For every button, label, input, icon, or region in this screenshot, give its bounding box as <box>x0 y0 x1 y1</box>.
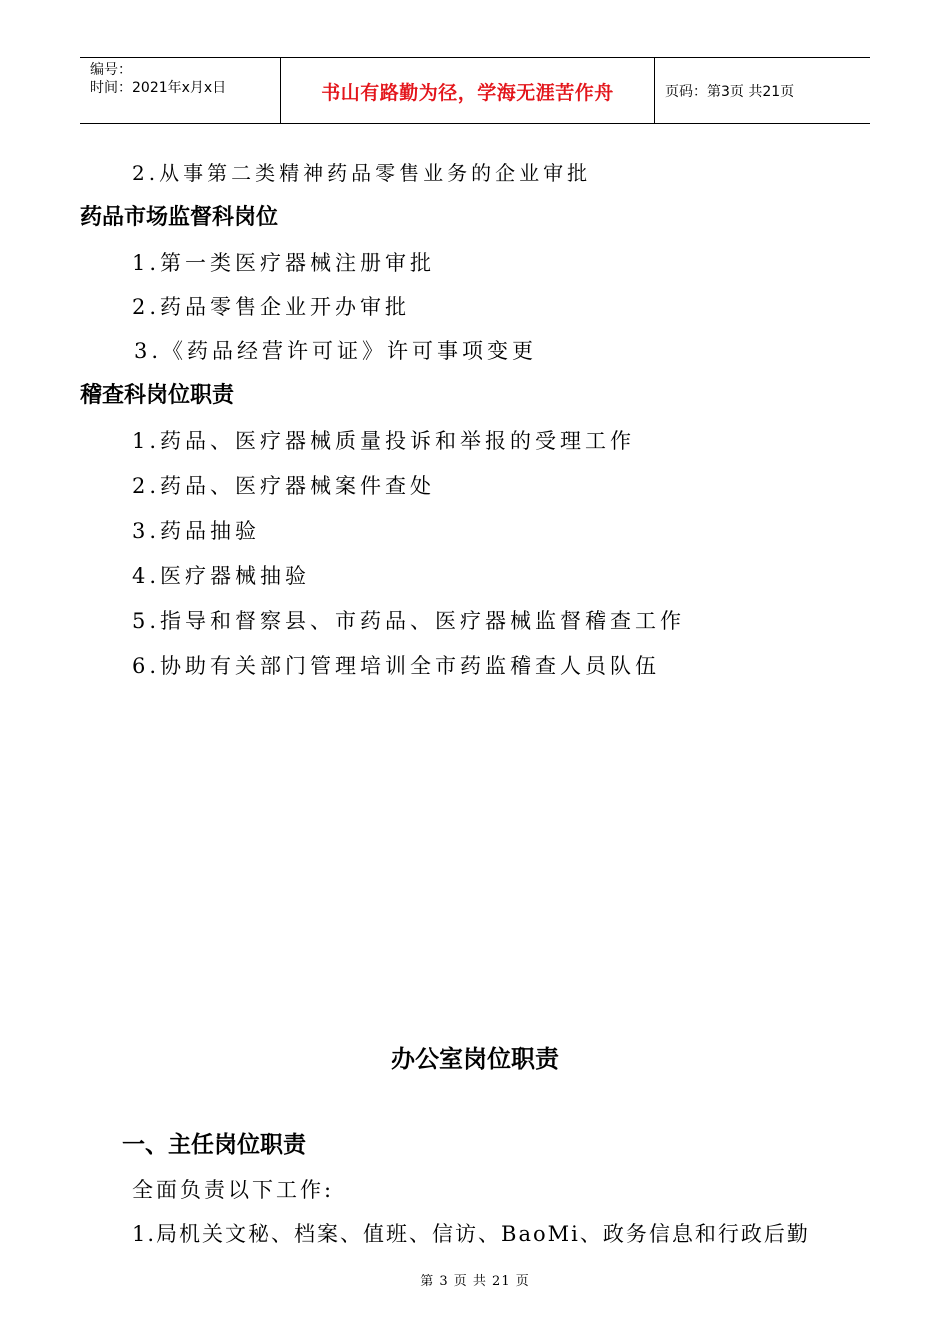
list-item: 1.局机关文秘、档案、值班、信访、BaoMi、政务信息和行政后勤 <box>132 1222 810 1246</box>
list-item: 1.第一类医疗器械注册审批 <box>132 251 436 275</box>
list-item: 6.协助有关部门管理培训全市药监稽查人员队伍 <box>132 654 661 678</box>
header-motto: 书山有路勤为径，学海无涯苦作舟 <box>281 58 655 124</box>
header-page-number: 页码：第3页 共21页 <box>665 84 795 100</box>
header-meta <box>80 58 281 124</box>
list-item: 2.从事第二类精神药品零售业务的企业审批 <box>132 161 592 185</box>
page-header <box>80 57 870 124</box>
director-heading: 一、主任岗位职责 <box>122 1132 306 1158</box>
list-item: 4.医疗器械抽验 <box>132 564 311 588</box>
document-number-label: 编号： <box>90 62 132 78</box>
office-section-title: 办公室岗位职责 <box>391 1045 559 1073</box>
list-item: 3.《药品经营许可证》许可事项变更 <box>134 339 538 363</box>
document-time-label: 时间：2021年x月x日 <box>90 80 227 96</box>
section-heading-inspection: 稽查科岗位职责 <box>80 383 235 408</box>
page-footer: 第 3 页 共 21 页 <box>420 1274 530 1289</box>
section-heading-market: 药品市场监督科岗位 <box>80 205 279 230</box>
list-item: 3.药品抽验 <box>132 519 261 543</box>
list-item: 5.指导和督察县、市药品、医疗器械监督稽查工作 <box>132 609 686 633</box>
list-item: 2.药品、医疗器械案件查处 <box>132 474 436 498</box>
list-item: 2.药品零售企业开办审批 <box>132 295 411 319</box>
list-item: 1.药品、医疗器械质量投诉和举报的受理工作 <box>132 429 636 453</box>
director-intro: 全面负责以下工作: <box>132 1178 335 1202</box>
